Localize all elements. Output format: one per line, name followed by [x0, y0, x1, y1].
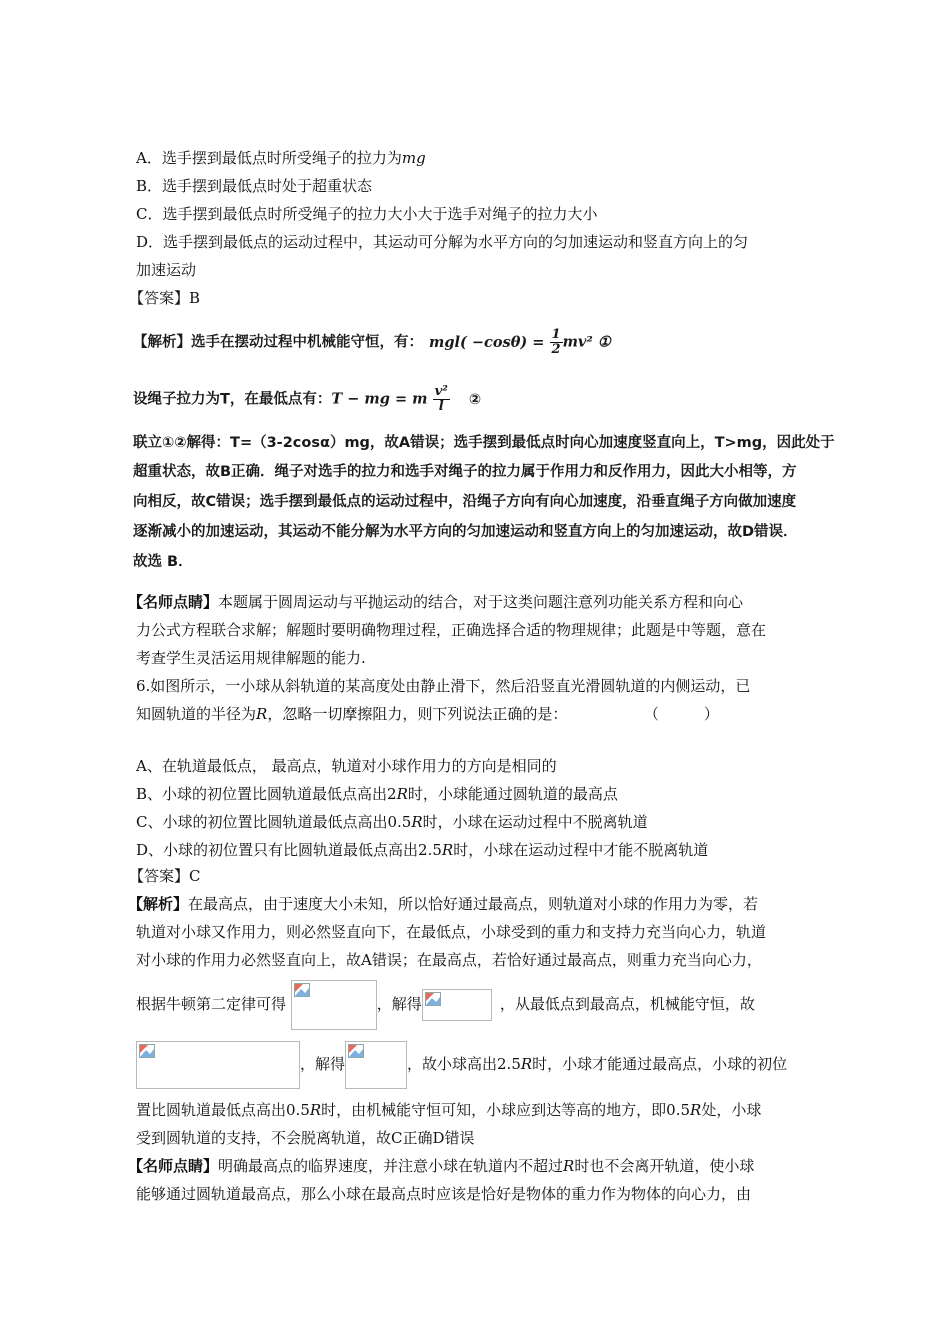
- q5-analysis-eq1-left: mgl( −cosθ) =: [429, 333, 545, 351]
- q6-option-d-post: 时，小球在运动过程中才能不脱离轨道: [453, 841, 709, 859]
- q5-comment-line2: 力公式方程联合求解；解题时要明确物理过程，正确选择合适的物理规律；此题是中等题，意在: [136, 621, 767, 639]
- q6-analysis-line4-b: ，解得: [376, 995, 422, 1013]
- q5-option-d: D．选手摆到最低点的运动过程中，其运动可分解为水平方向的匀加速运动和竖直方向上的匀: [136, 233, 749, 251]
- q6-option-a: A、在轨道最低点， 最高点，轨道对小球作用力的方向是相同的: [136, 757, 557, 775]
- q5-option-b: B．选手摆到最低点时处于超重状态: [136, 177, 373, 195]
- q5-analysis-line1-text: 选手在摆动过程中机械能守恒，有：: [191, 334, 423, 351]
- q6-option-c: [136, 812, 648, 832]
- broken-image-icon: [345, 1041, 407, 1089]
- q6-option-b-post: 时，小球能通过圆轨道的最高点: [407, 785, 618, 803]
- q6-analysis-line5-c: 时，小球才能通过最高点，小球的初位: [532, 1055, 788, 1073]
- q5-analysis-line5: 向相反，故C错误；选手摆到最低点的运动过程中，沿绳子方向有向心加速度，沿垂直绳子方向做加速度: [133, 494, 797, 510]
- q6-analysis-label: 【解析】: [128, 895, 189, 913]
- q5-comment-label: 【名师点睛】: [128, 593, 219, 611]
- q6-option-c-post: 时，小球在运动过程中不脱离轨道: [422, 813, 648, 831]
- q6-analysis-line6-b: 时，由机械能守恒可知，小球应到达等高的地方，即0.5: [321, 1101, 691, 1119]
- q6-analysis-line6-c: 处，小球: [701, 1101, 762, 1119]
- q5-analysis-eq2-num: v²: [434, 384, 448, 399]
- q6-option-d: [136, 840, 708, 860]
- q5-analysis-line1: [133, 328, 611, 357]
- q6-analysis-line4: [136, 978, 755, 1030]
- q6-analysis-line3: 对小球的作用力必然竖直向上，故A错误；在最高点，若恰好通过最高点，则重力充当向心力，: [136, 951, 762, 969]
- q5-analysis-line6: 逐渐减小的加速运动，其运动不能分解为水平方向的匀加速运动和竖直方向上的匀加速运动，故D错误．: [133, 524, 798, 540]
- q6-analysis-line5-r: R: [520, 1055, 533, 1073]
- q6-analysis-text1: 在最高点，由于速度大小未知，所以恰好通过最高点，则轨道对小球的作用力为零，若: [188, 895, 759, 913]
- q6-stem-line1: 6.如图所示，一小球从斜轨道的某高度处由静止滑下，然后沿竖直光滑圆轨道的内侧运动，已: [136, 677, 751, 695]
- q5-analysis-eq1-num: 1: [551, 327, 561, 342]
- q5-analysis-line2: [133, 385, 481, 414]
- q5-analysis-line4: 超重状态，故B正确．绳子对选手的拉力和选手对绳子的拉力属于作用力和反作用力，因此大小相等，方: [133, 464, 797, 480]
- q6-stem-text-b: ，忽略一切摩擦阻力，则下列说法正确的是：: [267, 705, 568, 723]
- q5-analysis-line2-text: 设绳子拉力为T，在最低点有：: [133, 391, 332, 408]
- q6-comment-line1: [128, 1156, 754, 1176]
- q6-analysis-line5: [136, 1040, 787, 1088]
- q5-analysis-eq1-frac: [550, 328, 563, 357]
- q5-option-c: C．选手摆到最低点时所受绳子的拉力大小大于选手对绳子的拉力大小: [136, 205, 598, 223]
- broken-image-icon: [136, 1041, 300, 1089]
- q6-option-d-pre: D、小球的初位置只有比圆轨道最低点高出2.5: [136, 841, 442, 859]
- q5-analysis-eq1-den: 2: [551, 342, 561, 357]
- q6-option-b: [136, 784, 618, 804]
- q6-analysis-line6-r: R: [309, 1101, 322, 1119]
- q6-analysis-line5-b: ，故小球高出2.5: [407, 1055, 521, 1073]
- q6-comment-r: R: [563, 1157, 575, 1175]
- q6-analysis-line6-r2: R: [690, 1101, 702, 1119]
- q5-analysis-eq2-den: l: [438, 399, 444, 414]
- q5-option-a-math: mg: [401, 149, 426, 167]
- q6-analysis-line4-c: ，从最低点到最高点，机械能守恒，故: [499, 995, 755, 1013]
- broken-image-icon: [291, 980, 377, 1030]
- q5-comment-text1: 本题属于圆周运动与平抛运动的结合，对于这类问题注意列功能关系方程和向心: [218, 593, 744, 611]
- q5-option-d-cont: 加速运动: [136, 261, 197, 279]
- q6-option-b-r: R: [396, 785, 408, 803]
- q5-analysis-eq1-right: mv² ①: [562, 333, 611, 351]
- q6-stem-paren: （ ）: [651, 705, 719, 723]
- q5-analysis-eq2-frac: [433, 385, 450, 414]
- q6-analysis-line4-a: 根据牛顿第二定律可得: [136, 995, 287, 1013]
- q6-answer: 【答案】C: [129, 867, 201, 885]
- q6-analysis-line6: [136, 1100, 761, 1120]
- q6-analysis-line5-a: ，解得: [300, 1055, 346, 1073]
- q6-option-b-pre: B、小球的初位置比圆轨道最低点高出2: [136, 785, 397, 803]
- q6-stem-text-a: 知圆轨道的半径为: [136, 705, 257, 723]
- broken-image-icon: [422, 989, 492, 1021]
- q6-option-c-pre: C、小球的初位置比圆轨道最低点高出0.5: [136, 813, 412, 831]
- q6-analysis-line2: 轨道对小球又作用力，则必然竖直向下，在最低点，小球受到的重力和支持力充当向心力，轨道: [136, 923, 767, 941]
- q6-option-d-r: R: [441, 841, 454, 859]
- q5-option-a-text: A．选手摆到最低点时所受绳子的拉力为: [136, 149, 402, 167]
- q6-option-c-r: R: [411, 813, 423, 831]
- q6-comment-text1b: 时也不会离开轨道，使小球: [574, 1157, 755, 1175]
- q6-stem-r: R: [256, 705, 268, 723]
- q5-comment-line3: 考查学生灵活运用规律解题的能力.: [136, 649, 366, 667]
- q6-analysis-line6-a: 置比圆轨道最低点高出0.5: [136, 1101, 310, 1119]
- q6-comment-label: 【名师点睛】: [128, 1157, 219, 1175]
- q5-option-a: [136, 148, 426, 168]
- q6-comment-text1a: 明确最高点的临界速度，并注意小球在轨道内不超过: [218, 1157, 564, 1175]
- q5-analysis-line7: 故选 B．: [133, 554, 193, 570]
- q6-analysis-line1: [128, 894, 758, 914]
- q6-comment-line2: 能够通过圆轨道最高点，那么小球在最高点时应该是恰好是物体的重力作为物体的向心力，由: [136, 1185, 752, 1203]
- q5-analysis-line3: 联立①②解得：T=（3-2cosα）mg，故A错误；选手摆到最低点时向心加速度竖直向上，T>mg，因此处于: [133, 435, 835, 451]
- q6-stem-line2: [136, 704, 719, 724]
- q5-analysis-eq2-mark: ②: [468, 391, 482, 408]
- q5-answer: 【答案】B: [129, 289, 201, 307]
- q6-analysis-line7: 受到圆轨道的支持，不会脱离轨道，故C正确D错误: [136, 1129, 475, 1147]
- q5-comment-line1: [128, 592, 743, 612]
- q5-analysis-eq2-left: T − mg = m: [331, 390, 428, 408]
- q5-analysis-label: 【解析】: [133, 334, 191, 351]
